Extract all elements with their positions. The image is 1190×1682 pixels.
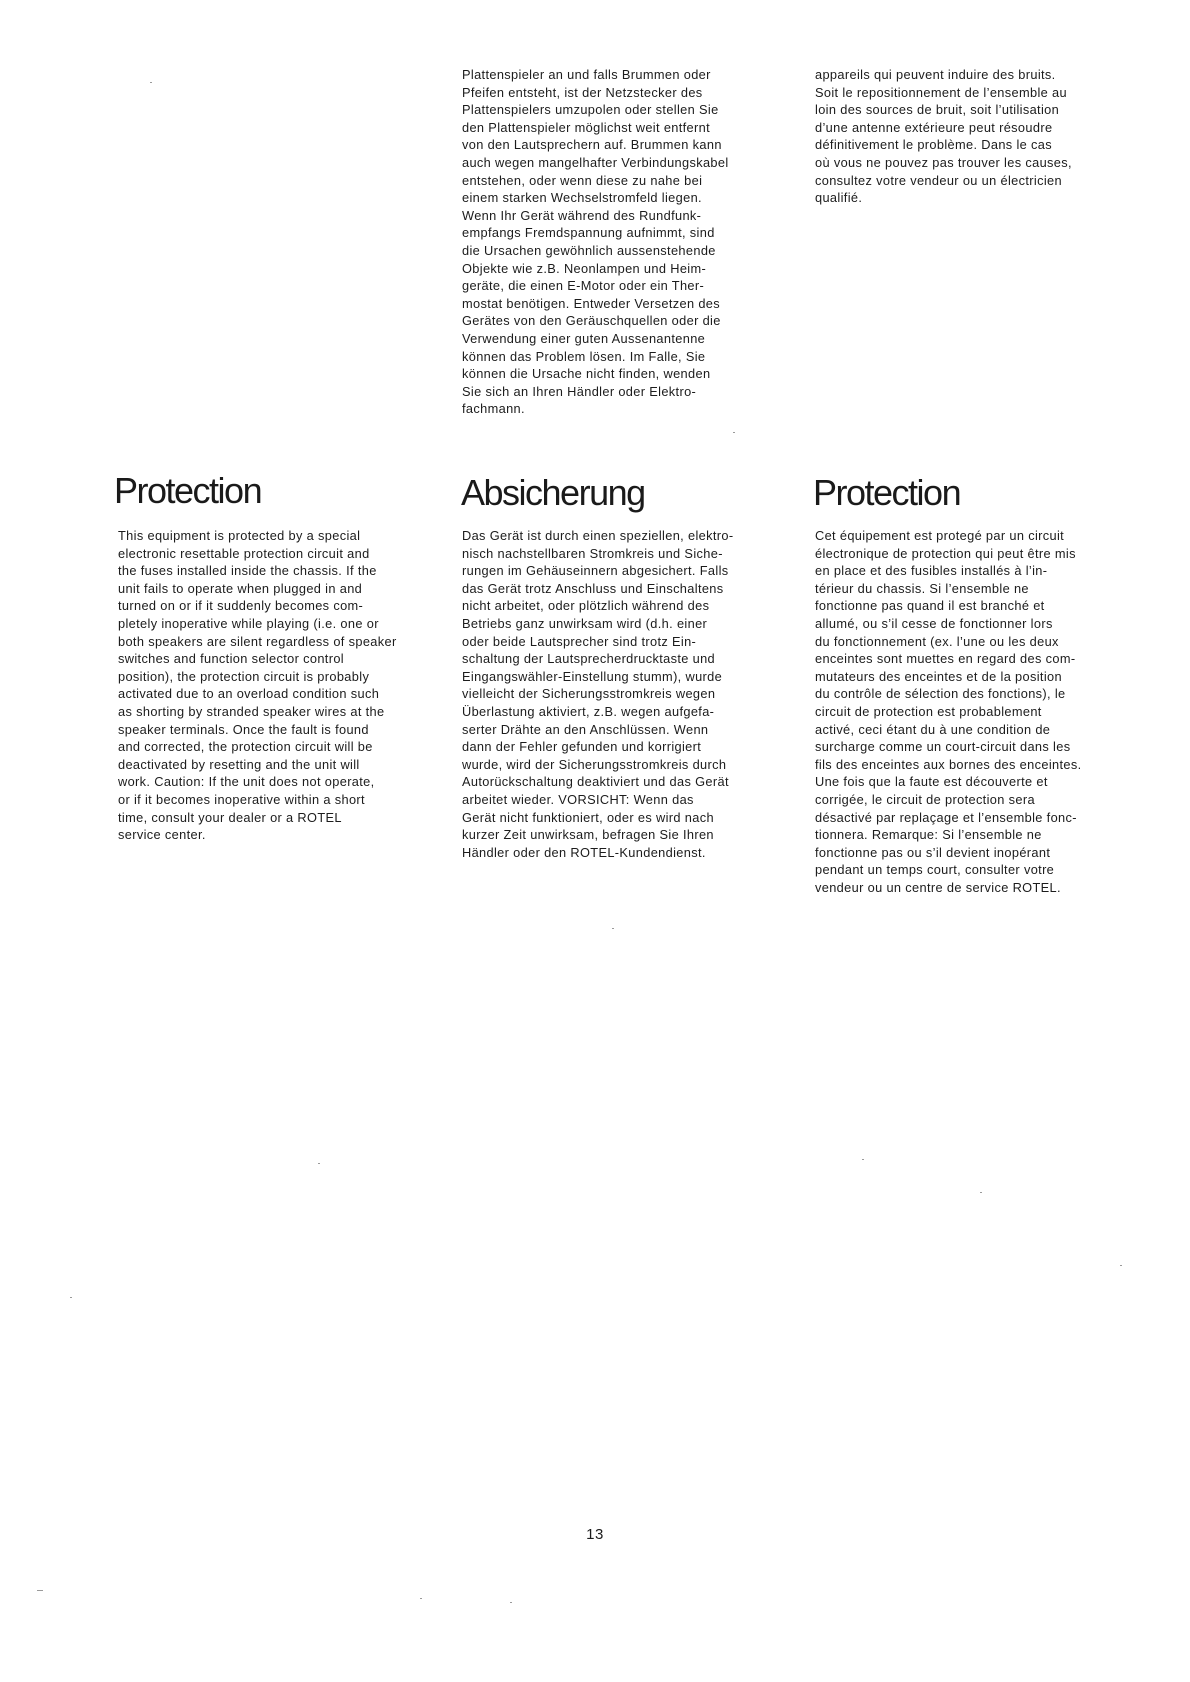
scan-speck (612, 928, 614, 929)
german-heading: Absicherung (461, 472, 645, 513)
french-heading: Protection (813, 472, 961, 513)
german-body: Das Gerät ist durch einen speziellen, elektro- nisch nachstellbaren Stromkreis und Siche- rungen im Gehäuseinnern abgesichert. Falls das Gerät trotz Anschluss und Einschaltens nicht arbeitet, oder plötzlich während des Betriebs ganz unwirksam wird (d.h. einer oder beide Lautsprecher sind trotz Ein- schaltung der Lautsprecherdrucktaste und Eingangswähler-Einstellung stumm), wurde vielleicht der Sicherungsstromkreis wegen Überlastung aktiviert, z.B. wegen aufgefa- serter Drähte an den Anschlüssen. Wenn dann der Fehler gefunden und korrigiert wurde, wird der Sicherungsstromkreis durch Autorückschaltung deaktiviert und das Gerät arbeitet wieder. VORSICHT: Wenn das Gerät nicht funktioniert, oder es wird nach kurzer Zeit unwirksam, befragen Sie Ihren Händler oder den ROTEL-Kundendienst. (462, 528, 734, 860)
scan-speck (510, 1602, 512, 1603)
french-section (815, 527, 1127, 896)
scan-speck (733, 432, 735, 433)
french-continuation-text: appareils qui peuvent induire des bruits. Soit le repositionnement de l’ensemble au loin des sources de bruit, soit l’utilisation d’une antenne extérieure peut résoudre définitivement le problème. Dans le cas où vous ne pouvez pas trouver les causes, consultez votre vendeur ou un électricien qualifié. (815, 67, 1072, 206)
scan-speck (980, 1192, 982, 1193)
english-body: This equipment is protected by a special electronic resettable protection circuit and the fuses installed inside the chassis. If the unit fails to operate when plugged in and turned on or if it suddenly becomes com- pletely inoperative while playing (i.e. one or both speakers are silent regardless of speaker switches and function selector control position), the protection circuit is probably activated due to an overload condition such as shorting by stranded speaker wires at the speaker terminals. Once the fault is found and corrected, the protection circuit will be deactivated by resetting and the unit will work. Caution: If the unit does not operate, or if it becomes inoperative within a short time, consult your dealer or a ROTEL service center. (118, 528, 397, 843)
scan-speck (1120, 1265, 1122, 1266)
english-heading: Protection (114, 470, 262, 511)
scan-speck (150, 82, 152, 83)
scan-speck (862, 1159, 864, 1160)
german-section (462, 527, 774, 861)
french-continuation-block (815, 66, 1127, 207)
page-number: 13 (586, 1526, 604, 1543)
scan-speck (70, 1297, 72, 1298)
scan-speck (37, 1590, 43, 1591)
scan-speck (420, 1598, 422, 1599)
scan-speck (318, 1163, 320, 1164)
english-section (118, 527, 430, 844)
german-continuation-text: Plattenspieler an und falls Brummen oder Pfeifen entsteht, ist der Netzstecker des Plattenspielers umzupolen oder stellen Sie den Plattenspieler möglichst weit entfernt von den Lautsprechern auf. Brummen kann auch wegen mangelhafter Verbindungskabel entstehen, oder wenn diese zu nahe bei einem starken Wechselstromfeld liegen. Wenn Ihr Gerät während des Rundfunk- empfangs Fremdspannung aufnimmt, sind die Ursachen gewöhnlich aussenstehende Objekte wie z.B. Neonlampen und Heim- geräte, die einen E-Motor oder ein Ther- mostat benötigen. Entweder Versetzen des Gerätes von den Geräuschquellen oder die Verwendung einer guten Aussenantenne können das Problem lösen. Im Falle, Sie können die Ursache nicht finden, wenden Sie sich an Ihren Händler oder Elektro- fachmann. (462, 67, 729, 417)
german-continuation-block (462, 66, 774, 418)
french-body: Cet équipement est protegé par un circuit électronique de protection qui peut être mis en place et des fusibles installés à l’in- térieur du chassis. Si l’ensemble ne fonctionne pas quand il est branché et allumé, ou s’il cesse de fonctionner lors du fonctionnement (ex. l’une ou les deux enceintes sont muettes en regard des com- mutateurs des enceintes et de la position du contrôle de sélection des fonctions), le circuit de protection est probablement activé, ceci étant du à une condition de surcharge comme un court-circuit dans les fils des enceintes aux bornes des enceintes. Une fois que la faute est découverte et corrigée, le circuit de protection sera désactivé par replaçage et l’ensemble fonc- tionnera. Remarque: Si l’ensemble ne fonctionne pas ou s’il devient inopérant pendant un temps court, consulter votre vendeur ou un centre de service ROTEL. (815, 528, 1082, 895)
